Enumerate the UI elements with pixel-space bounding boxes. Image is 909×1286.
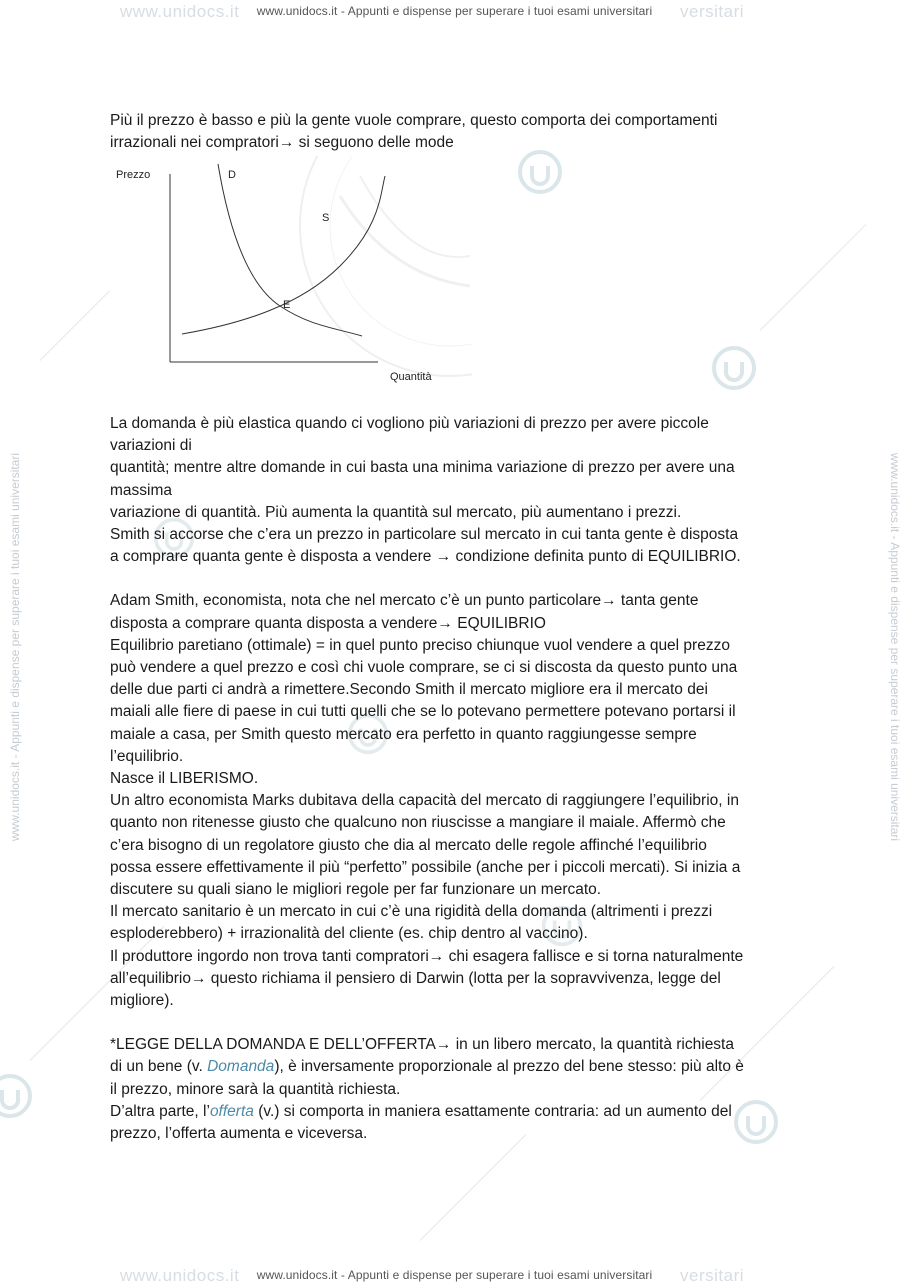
text-line: discutere su quali siano le migliori regole per far funzionare un mercato.: [110, 881, 602, 899]
watermark-line: [420, 1134, 527, 1241]
watermark-logo-icon: [710, 344, 758, 392]
side-watermark-left: www.unidocs.it - Appunti e dispense per superare i tuoi esami universitari: [8, 452, 22, 842]
watermark-line: [760, 224, 867, 331]
text-line: irrazionali nei compratori→ si seguono delle mode: [110, 134, 454, 152]
text-line: Il produttore ingordo non trova tanti compratori→ chi esagera fallisce e si torna naturalmente: [110, 947, 744, 965]
equilibrium-label: E: [283, 299, 291, 311]
offerta-link[interactable]: offerta: [209, 1102, 254, 1120]
domanda-link[interactable]: Domanda: [207, 1058, 275, 1076]
watermark-header-faint-right: versitari: [680, 2, 745, 21]
series-label-d: D: [228, 169, 236, 181]
text-line: maiale a casa, per Smith questo mercato era perfetto in quanto raggiungesse sempre: [110, 725, 697, 743]
text-line: possa essere effettivamente il più “perfetto” possibile (anche per i piccoli mercati). Si inizia a: [110, 858, 741, 876]
text-fragment: D’altra parte, l’: [110, 1102, 210, 1120]
watermark-logo-icon: [516, 148, 564, 196]
text-line: delle due parti ci andrà a rimettere.Secondo Smith il mercato migliore era il mercato dei: [110, 681, 708, 699]
text-fragment: ), è inversamente proporzionale al prezzo del bene stesso: più alto è: [274, 1058, 744, 1076]
text-line: massima: [110, 481, 173, 499]
text-line: Smith si accorse che c’era un prezzo in particolare sul mercato in cui tanta gente è disposta: [110, 526, 739, 544]
text-line: disposta a comprare quanta disposta a vendere→ EQUILIBRIO: [110, 614, 546, 632]
text-line: variazione di quantità. Più aumenta la quantità sul mercato, più aumentano i prezzi.: [110, 503, 682, 521]
text-line: il prezzo, minore sarà la quantità richiesta.: [110, 1080, 401, 1098]
page-footer: www.unidocs.it - Appunti e dispense per superare i tuoi esami universitari: [256, 1268, 653, 1282]
watermark-footer-faint-right: versitari: [680, 1266, 745, 1285]
text-line: [110, 1056, 810, 1078]
text-line: Nasce il LIBERISMO.: [110, 770, 259, 788]
text-line: Equilibrio paretiano (ottimale) = in quel punto preciso chiunque vuol vendere a quel prezzo: [110, 636, 730, 654]
text-line: *LEGGE DELLA DOMANDA E DELL’OFFERTA→ in un libero mercato, la quantità richiesta: [110, 1036, 734, 1054]
text-line: La domanda è più elastica quando ci vogliono più variazioni di prezzo per avere piccole: [110, 415, 709, 432]
text-line: maiali alle fiere di paese in cui tutti quelli che se lo potevano permettere potevano portarsi il: [110, 703, 736, 721]
text-line: [110, 1101, 810, 1123]
side-watermark-right: www.unidocs.it - Appunti e dispense per superare i tuoi esami universitari: [888, 452, 902, 842]
text-line: può vendere a quel prezzo e così chi vuole comprare, se ci si discosta da questo punto una: [110, 659, 738, 677]
text-fragment: di un bene (v.: [110, 1058, 208, 1076]
watermark-footer-faint: www.unidocs.it: [120, 1266, 240, 1285]
text-line: a comprare quanta gente è disposta a vendere → condizione definita punto di EQUILIBRIO.: [110, 548, 741, 566]
supply-demand-chart: [110, 156, 472, 388]
text-line: prezzo, l’offerta aumenta e viceversa.: [110, 1125, 368, 1143]
x-axis-label: Quantità: [390, 371, 432, 383]
text-line: quanto non ritenesse giusto che qualcuno non riuscisse a mangiare il maiale. Affermò che: [110, 814, 726, 832]
y-axis-label: Prezzo: [116, 169, 151, 181]
text-line: Il mercato sanitario è un mercato in cui c’è una rigidità della domanda (altrimenti i prezzi: [110, 903, 713, 921]
text-line: Adam Smith, economista, nota che nel mercato c’è un punto particolare→ tanta gente: [110, 592, 699, 610]
text-line: migliore).: [110, 992, 174, 1010]
text-line: Un altro economista Marks dubitava della capacità del mercato di raggiungere l’equilibrio, in: [110, 792, 739, 810]
text-line: Più il prezzo è basso e più la gente vuole comprare, questo comporta dei comportamenti: [110, 112, 718, 129]
series-label-s: S: [322, 212, 330, 224]
text-line: c’era bisogno di un regolatore giusto che dia al mercato delle regole affinché l’equilibrio: [110, 836, 707, 854]
text-line: quantità; mentre altre domande in cui basta una minima variazione di prezzo per avere una: [110, 459, 735, 477]
watermark-logo-icon: [0, 1072, 34, 1120]
body-text: [110, 413, 810, 1145]
text-fragment: (v.) si comporta in maniera esattamente contraria: ad un aumento del: [253, 1102, 732, 1120]
text-line: l’equilibrio.: [110, 747, 184, 765]
intro-text: [110, 110, 810, 154]
text-line: esploderebbero) + irrazionalità del cliente (es. chip dentro al vaccino).: [110, 925, 588, 943]
chart-canvas: [110, 156, 472, 388]
page-header: www.unidocs.it - Appunti e dispense per superare i tuoi esami universitari: [256, 4, 653, 18]
text-line: all’equilibrio→ questo richiama il pensiero di Darwin (lotta per la sopravvivenza, legge del: [110, 969, 721, 987]
text-line: variazioni di: [110, 437, 192, 455]
watermark-header-faint: www.unidocs.it: [120, 2, 240, 21]
